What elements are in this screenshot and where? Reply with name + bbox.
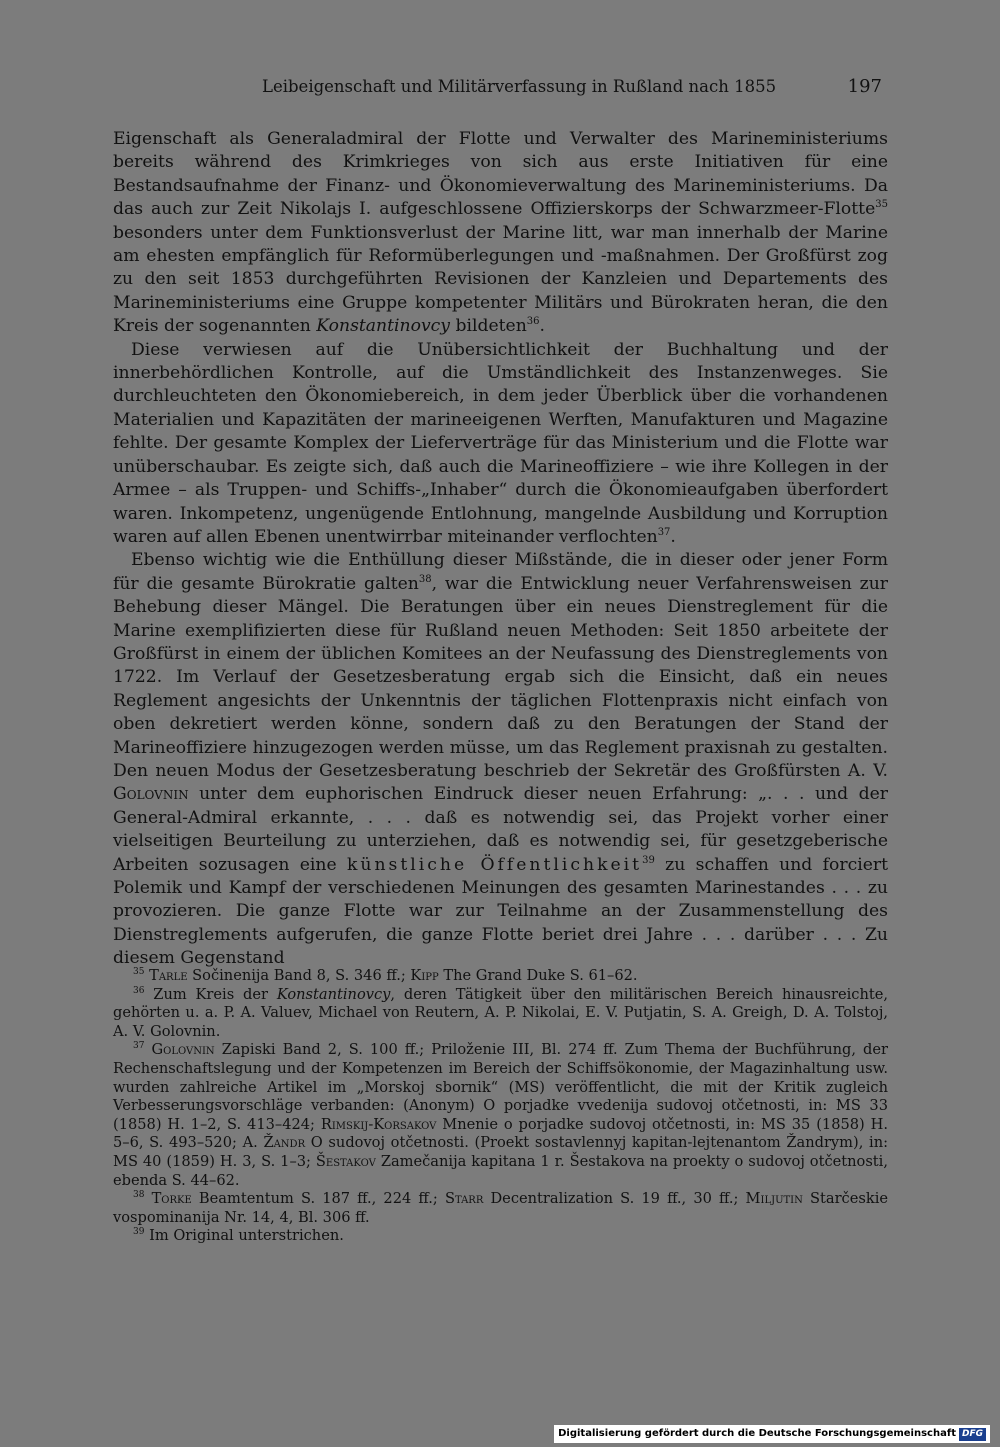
text-run: unter dem euphorischen Eindruck dieser neuen Erfahrung: „. . . und der General-Admiral erkannte, . . . daß es notwendig sei, das Projekt vorher einer vielseitigen Beurteilung zu unterziehen, daß es notwendig sei, für gesetzgeberische Arbeiten sozusagen eine	[113, 784, 888, 875]
text-run: Zapiski Band 2, S. 100 ff.; Priloženie III, Bl. 274 ff. Zum Thema der Buchführung, der Rechenschaftslegung und der Kompetenzen im Bereich der Schiffsökonomie, der Magazinhaltung usw. wurden zahlreiche Artikel im „Morskoj sbornik“ (MS) veröffentlicht, die mit der Kritik zugleich Verbesserungsvorschläge verbanden: (Anonym) O porjadke vvedenija sudovoj otčetnosti, in: MS 33 (1858) H. 1–2, S. 413–424;	[113, 1041, 888, 1133]
footnote-36	[113, 986, 888, 1042]
footnote-ref-36: 36	[526, 316, 540, 328]
footnote-39	[113, 1227, 888, 1246]
text-run: Starčeskie vospominanija Nr. 14, 4, Bl. 306 ff.	[113, 1190, 889, 1226]
text-run: Beamtentum S. 187 ff., 224 ff.;	[191, 1190, 445, 1208]
page-number: 197	[847, 76, 882, 97]
italic-term: Konstantinovcy	[276, 985, 391, 1003]
text-run: Zamečanija kapitana 1 r. Šestakova na proekty o sudovoj otčetnosti, ebenda S. 44–62.	[113, 1152, 888, 1189]
text-run: Ebenso wichtig wie die Enthüllung dieser Mißstände, die in dieser oder jener Form für die gesamte Bürokratie galten	[113, 550, 888, 594]
footnote-number: 39	[133, 1227, 145, 1238]
footnote-number: 38	[133, 1190, 145, 1201]
author-name: Rimskij-Korsakov	[320, 1115, 437, 1133]
author-name: Golovnin	[151, 1041, 215, 1059]
author-name: Kipp	[410, 967, 439, 984]
author-name: Golovnin	[113, 784, 189, 805]
footnote-ref-39: 39	[642, 854, 655, 866]
text-run: Eigenschaft als Generaladmiral der Flotte und Verwalter des Marineministeriums bereits während des Krimkrieges von sich aus erste Initiativen für eine Bestandsaufnahme der Finanz- und Ökonomieverwaltung des Marineministeriums. Da das auch zur Zeit Nikolajs I. aufgeschlossene Offizierskorps der Schwarzmeer-Flotte	[113, 129, 888, 220]
author-name: Miljutin	[745, 1190, 803, 1208]
footnote-ref-38: 38	[418, 573, 432, 585]
footnotes	[113, 967, 888, 1246]
paragraph-3	[113, 549, 888, 970]
text-run: .	[670, 526, 676, 547]
dfg-logo: DFG	[959, 1428, 986, 1441]
footnote-number: 35	[133, 967, 145, 977]
text-run: The Grand Duke S. 61–62.	[438, 967, 638, 984]
text-run: Im Original unterstrichen.	[144, 1227, 344, 1245]
footnote-38	[113, 1190, 888, 1227]
body-text	[113, 128, 888, 971]
author-name: Žandr	[263, 1134, 306, 1152]
text-run: Diese verwiesen auf die Unübersichtlichkeit der Buchhaltung und der innerbehördlichen Kontrolle, auf die Umständlichkeit des Instanzenweges. Sie durchleuchteten den Ökonomiebereich, in dem jeder Überblick über die vorhandenen Materialien und Kapazitäten der marineeigenen Werften, Manufakturen und Magazine fehlte. Der gesamte Komplex der Lieferverträge für das Ministerium und die Flotte war unüberschaubar. Es zeigte sich, daß auch die Marineoffiziere – wie ihre Kollegen in der Armee – als Truppen- und Schiffs-„Inhaber“ durch die Ökonomieaufgaben überfordert waren. Inkompetenz, ungenügende Entlohnung, mangelnde Ausbildung und Korruption waren auf allen Ebenen unentwirrbar miteinander verflochten	[113, 339, 888, 547]
paragraph-2	[113, 339, 888, 550]
text-run: Decentralization S. 19 ff., 30 ff.;	[483, 1190, 746, 1208]
author-name: Torke	[151, 1190, 192, 1208]
text-run: besonders unter dem Funktionsverlust der Marine litt, war man innerhalb der Marine am ehesten empfänglich für Reformüberlegungen und -maßnahmen. Der Großfürst zog zu den seit 1853 durchgeführten Revisionen der Kanzleien und Departements des Marineministeriums eine Gruppe kompetenter Militärs und Bürokraten heran, die den Kreis der sogenannten	[113, 222, 888, 337]
credit-text: Digitalisierung gefördert durch die Deutsche Forschungsgemeinschaft	[558, 1428, 956, 1439]
spaced-emphasis: künstliche Öffentlichkeit	[346, 854, 643, 875]
text-run: .	[539, 316, 545, 337]
text-run: Zum Kreis der	[144, 985, 277, 1003]
author-name: Tarle	[149, 967, 188, 984]
digitization-credit	[554, 1425, 990, 1443]
paragraph-1	[113, 128, 888, 339]
text-run: bildeten	[450, 316, 527, 337]
author-name: Starr	[444, 1190, 484, 1208]
running-title: Leibeigenschaft und Militärverfassung in Rußland nach 1855	[262, 77, 777, 96]
footnote-35	[113, 967, 888, 986]
text-run: , deren Tätigkeit über den militärischen Bereich hinausreichte, gehörten u. a. P. A. Valuev, Michael von Reutern, A. P. Nikolai, E. V. Putjatin, S. A. Greigh, D. A. Tolstoj, A. V. Golovnin.	[113, 985, 889, 1040]
author-name: Šestakov	[315, 1152, 376, 1170]
footnote-ref-37: 37	[657, 526, 671, 538]
text-run: , war die Entwicklung neuer Verfahrensweisen zur Behebung dieser Mängel. Die Beratungen über ein neues Dienstreglement für die Marine exemplifizierten diese für Rußland neuen Methoden: Seit 1850 arbeitete der Großfürst in einem der üblichen Komitees an der Neufassung des Dienstreglements von 1722. Im Verlauf der Gesetzesberatung ergab sich die Einsicht, daß ein neues Reglement angesichts der Unkenntnis der täglichen Flottenpraxis nicht einfach von oben dekretiert werden könne, sondern daß zu den Beratungen der Stand der Marineoffiziere hinzugezogen werden müsse, um das Reglement praxisnah zu gestalten. Den neuen Modus der Gesetzesberatung beschrieb der Sekretär des Großfürsten A. V.	[113, 573, 888, 781]
italic-term: Konstantinovcy	[316, 316, 450, 337]
footnote-ref-35: 35	[875, 199, 888, 211]
footnote-37	[113, 1041, 888, 1190]
text-run: O sudovoj otčetnosti. (Proekt sostavlennyj kapitan-lejtenantom Žandrym), in: MS 40 (1859) H. 3, S. 1–3;	[113, 1134, 889, 1170]
footnote-number: 37	[133, 1041, 145, 1052]
text-run: zu schaffen und forciert Polemik und Kampf der verschiedenen Meinungen des gesamten Marinestandes . . . zu provozieren. Die ganze Flotte war zur Teilnahme an der Zusammenstellung des Dienstreglements aufgerufen, die ganze Flotte beriet drei Jahre . . . darüber . . . Zu diesem Gegenstand	[113, 854, 888, 969]
text-run: Sočinenija Band 8, S. 346 ff.;	[187, 967, 411, 984]
footnote-number: 36	[133, 985, 145, 996]
text-run: Mnenie o porjadke sudovoj otčetnosti, in: MS 35 (1858) H. 5–6, S. 493–520; A.	[113, 1115, 888, 1152]
